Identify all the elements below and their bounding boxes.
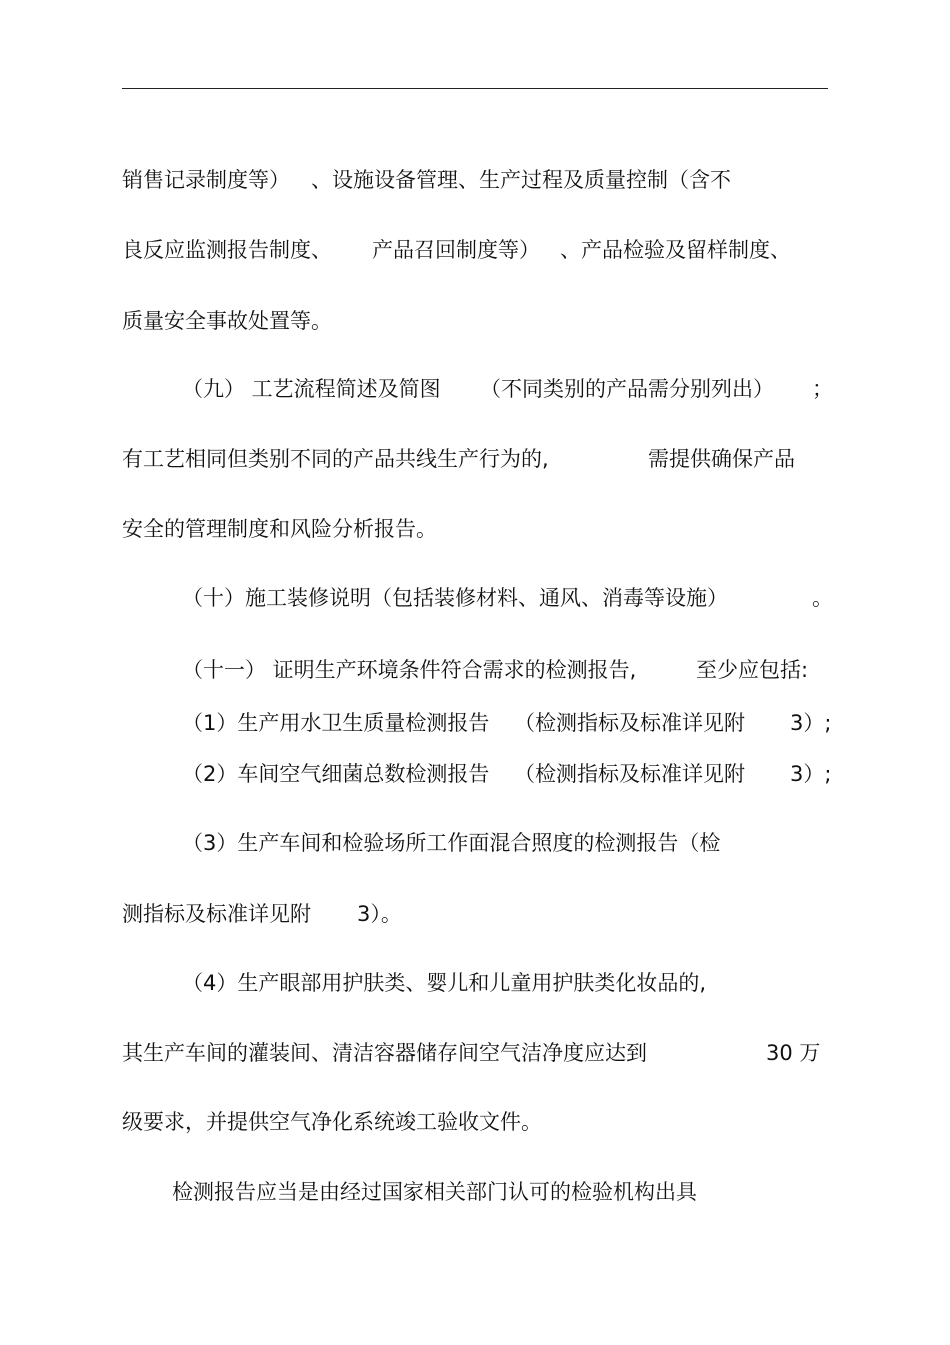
text-segment: 30 万 [766,1041,821,1065]
text-segment: （检测指标及标准详见附 [514,711,745,735]
text-segment: （1）生产用水卫生质量检测报告 [182,711,490,735]
text-segment: 销售记录制度等） [122,168,290,192]
text-segment: 需提供确保产品 [648,447,795,471]
text-segment: 3）。 [357,902,402,926]
text-segment: 安全的管理制度和风险分析报告。 [122,517,437,541]
text-segment: 3）; [790,762,832,786]
text-segment: 测指标及标准详见附 [122,902,311,926]
text-segment: 良反应监测报告制度、 [122,238,332,262]
text-segment: 有工艺相同但类别不同的产品共线生产行为的, [122,447,549,471]
text-segment: 3）; [790,711,832,735]
text-segment: 至少应包括: [696,658,809,682]
text-segment: 级要求，并提供空气净化系统竣工验收文件。 [122,1110,542,1134]
text-segment: （4）生产眼部用护肤类、婴儿和儿童用护肤类化妆品的, [182,971,707,995]
text-segment: （十一） 证明生产环境条件符合需求的检测报告, [182,658,637,682]
text-segment: 、产品检验及留样制度、 [560,238,791,262]
text-segment: 检测报告应当是由经过国家相关部门认可的检验机构出具 [172,1180,697,1204]
text-segment: 产品召回制度等） [372,238,540,262]
text-segment: （九） 工艺流程简述及简图 [182,377,441,401]
text-segment: 。 [812,586,833,610]
text-segment: ； [812,377,833,401]
text-segment: （3）生产车间和检验场所工作面混合照度的检测报告（检 [182,831,721,855]
text-segment: （不同类别的产品需分别列出） [480,377,774,401]
text-segment: （检测指标及标准详见附 [514,762,745,786]
text-line [122,1178,697,1262]
text-segment: （2）车间空气细菌总数检测报告 [182,762,490,786]
text-segment: 其生产车间的灌装间、清洁容器储存间空气洁净度应达到 [122,1041,647,1065]
header-rule [122,88,828,89]
text-segment: 、设施设备管理、生产过程及质量控制（含不 [311,168,731,192]
text-segment: （十）施工装修说明（包括装修材料、通风、消毒等设施） [182,586,728,610]
text-segment: 质量安全事故处置等。 [122,309,332,333]
